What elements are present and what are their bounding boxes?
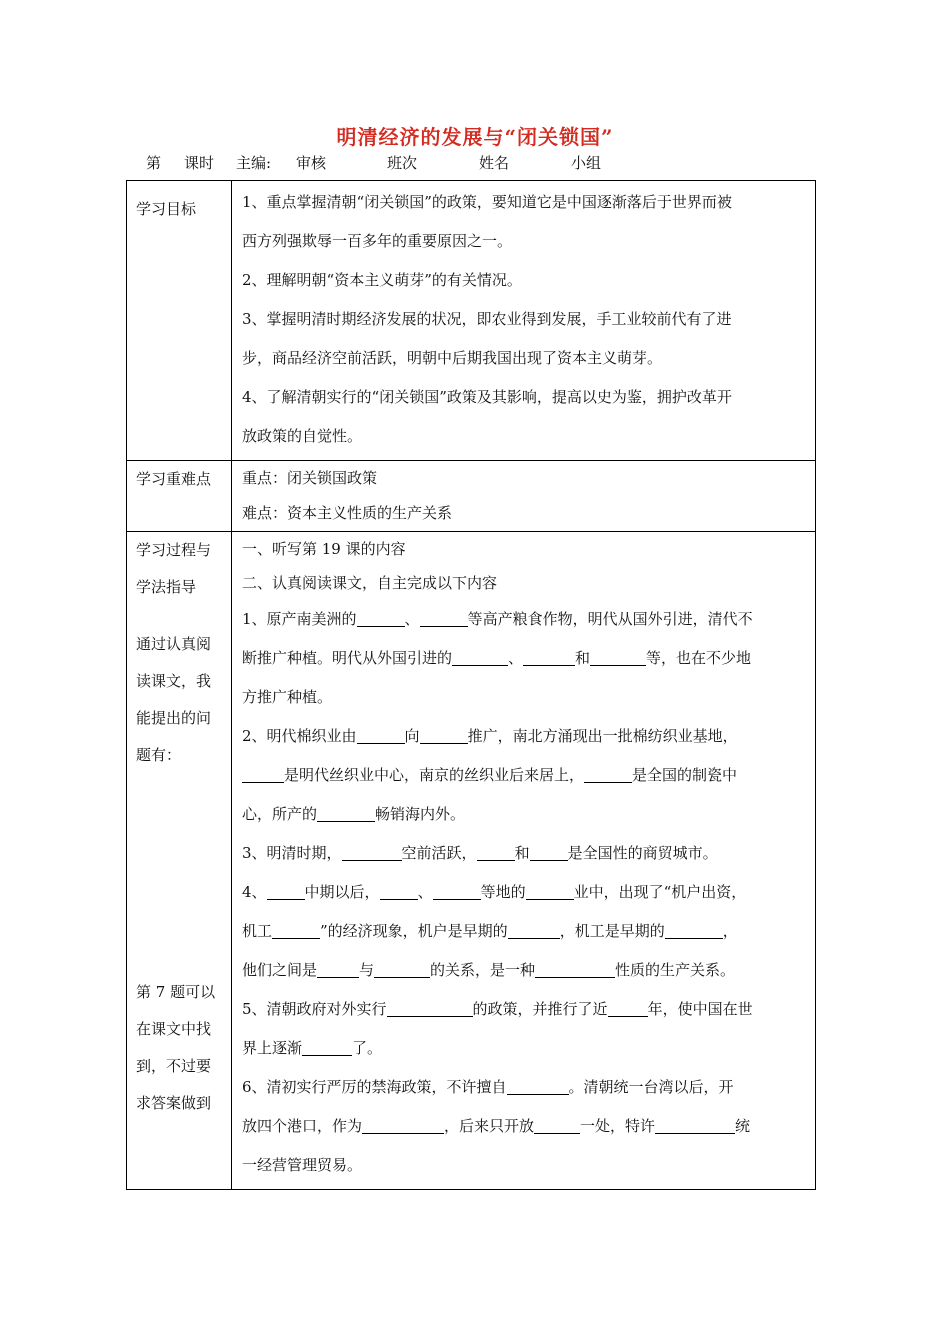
header-keshi: 课时 [184,154,215,172]
answer-blank[interactable] [357,611,405,627]
header-xiaozu: 小组 [571,154,602,172]
question-6: 6、清初实行严厉的禁海政策，不许擅自 。清朝统一台湾以后，开 [242,1078,734,1096]
process-row [127,532,816,1190]
question-5-cont: 界上逐渐 了。 [242,1039,383,1057]
question-1-cont: 方推广种植。 [242,688,333,706]
process-label-line-2: 学法指导 [136,578,197,596]
answer-blank[interactable] [433,884,481,900]
note-line: 第 7 题可以 [136,983,216,1001]
answer-blank[interactable] [590,650,646,666]
objectives-label-cell [127,181,232,461]
question-4: 4、 中期以后， 、 等地的 业中，出现了“机户出资， [242,883,747,901]
header-banci: 班次 [387,154,418,172]
answer-blank[interactable] [374,962,430,978]
objective-line: 1、重点掌握清朝“闭关锁国”的政策，要知道它是中国逐渐落后于世界而被 [242,193,732,211]
note-line: 在课文中找 [136,1020,212,1038]
nandian-text: 难点：资本主义性质的生产关系 [242,504,453,522]
answer-blank[interactable] [523,650,575,666]
answer-blank[interactable] [608,1001,648,1017]
answer-blank[interactable] [420,611,468,627]
answer-blank[interactable] [387,1001,473,1017]
answer-blank[interactable] [420,728,468,744]
question-5: 5、清朝政府对外实行 的政策，并推行了近 年，使中国在世 [242,1000,753,1018]
question-3: 3、明清时期， 空前活跃， 和 是全国性的商贸城市。 [242,844,718,862]
answer-blank[interactable] [477,845,515,861]
key-points-row [127,461,816,532]
key-points-label-cell [127,461,232,532]
answer-blank[interactable] [507,1079,569,1095]
header-di: 第 [146,154,162,172]
question-6-cont: 放四个港口，作为 ，后来只开放 一处，特许 统 [242,1117,751,1135]
question-2-cont: 是明代丝织业中心，南京的丝织业后来居上， 是全国的制瓷中 [242,756,807,795]
answer-blank[interactable] [362,1118,444,1134]
answer-blank[interactable] [342,845,402,861]
objective-line: 2、理解明朝“资本主义萌芽”的有关情况。 [242,271,522,289]
header-xingming: 姓名 [479,154,510,172]
answer-blank[interactable] [302,1040,352,1056]
objective-line: 3、掌握明清时期经济发展的状况，即农业得到发展，手工业较前代有了进 [242,310,732,328]
note-line: 能提出的问 [136,709,212,727]
answer-blank[interactable] [317,962,359,978]
answer-blank[interactable] [242,767,284,783]
question-1: 1、原产南美洲的 、 等高产粮食作物，明代从国外引进，清代不 [242,610,753,628]
answer-blank[interactable] [357,728,405,744]
answer-blank[interactable] [655,1118,735,1134]
answer-blank[interactable] [534,1118,580,1134]
zhongdian-text: 重点：闭关锁国政策 [242,469,378,487]
study-table [126,180,816,1190]
page-title: 明清经济的发展与“闭关锁国” [336,125,614,149]
section-2: 二、认真阅读课文，自主完成以下内容 [242,574,498,592]
header-zhubian: 主编: [236,154,272,172]
process-label-line-1: 学习过程与 [136,541,212,559]
question-1-cont: 断推广种植。明代从外国引进的 、 和 等，也在不少地 [242,649,752,667]
answer-blank[interactable] [267,884,305,900]
key-points-content-cell [232,461,816,532]
question-2-cont: 心，所产的 畅销海内外。 [242,805,466,823]
question-4-cont: 机工 ”的经济现象，机户是早期的 ，机工是早期的 ， [242,922,738,940]
answer-blank[interactable] [530,845,568,861]
question-4-cont: 他们之间是 与 的关系，是一种 性质的生产关系。 [242,961,736,979]
answer-blank[interactable] [317,806,375,822]
answer-blank[interactable] [452,650,508,666]
process-content-cell [232,532,816,1190]
answer-blank[interactable] [508,923,560,939]
section-1: 一、听写第 19 课的内容 [242,540,406,558]
objective-line: 4、了解清朝实行的“闭关锁国”政策及其影响，提高以史为鉴，拥护改革开 [242,388,732,406]
question-6-cont: 一经营管理贸易。 [242,1156,363,1174]
objective-line: 步，商品经济空前活跃，明朝中后期我国出现了资本主义萌芽。 [242,349,663,367]
answer-blank[interactable] [272,923,320,939]
objective-line: 西方列强欺辱一百多年的重要原因之一。 [242,232,513,250]
objectives-row [127,181,816,461]
header-shenhe: 审核 [296,154,327,172]
process-label-cell [127,532,232,1190]
note-line: 通过认真阅 [136,635,212,653]
note-line: 求答案做到 [136,1094,212,1112]
objectives-label: 学习目标 [136,200,197,218]
question-2: 2、明代棉织业由 向 推广，南北方涌现出一批棉纺织业基地， [242,727,738,745]
objectives-content-cell [232,181,816,461]
note-line: 到，不过要 [136,1057,212,1075]
note-line: 读课文，我 [136,672,212,690]
answer-blank[interactable] [526,884,574,900]
answer-blank[interactable] [665,923,723,939]
answer-blank[interactable] [535,962,615,978]
objective-line: 放政策的自觉性。 [242,427,363,445]
note-line: 题有： [136,746,182,764]
answer-blank[interactable] [584,767,632,783]
key-points-label: 学习重难点 [136,470,212,488]
answer-blank[interactable] [380,884,418,900]
